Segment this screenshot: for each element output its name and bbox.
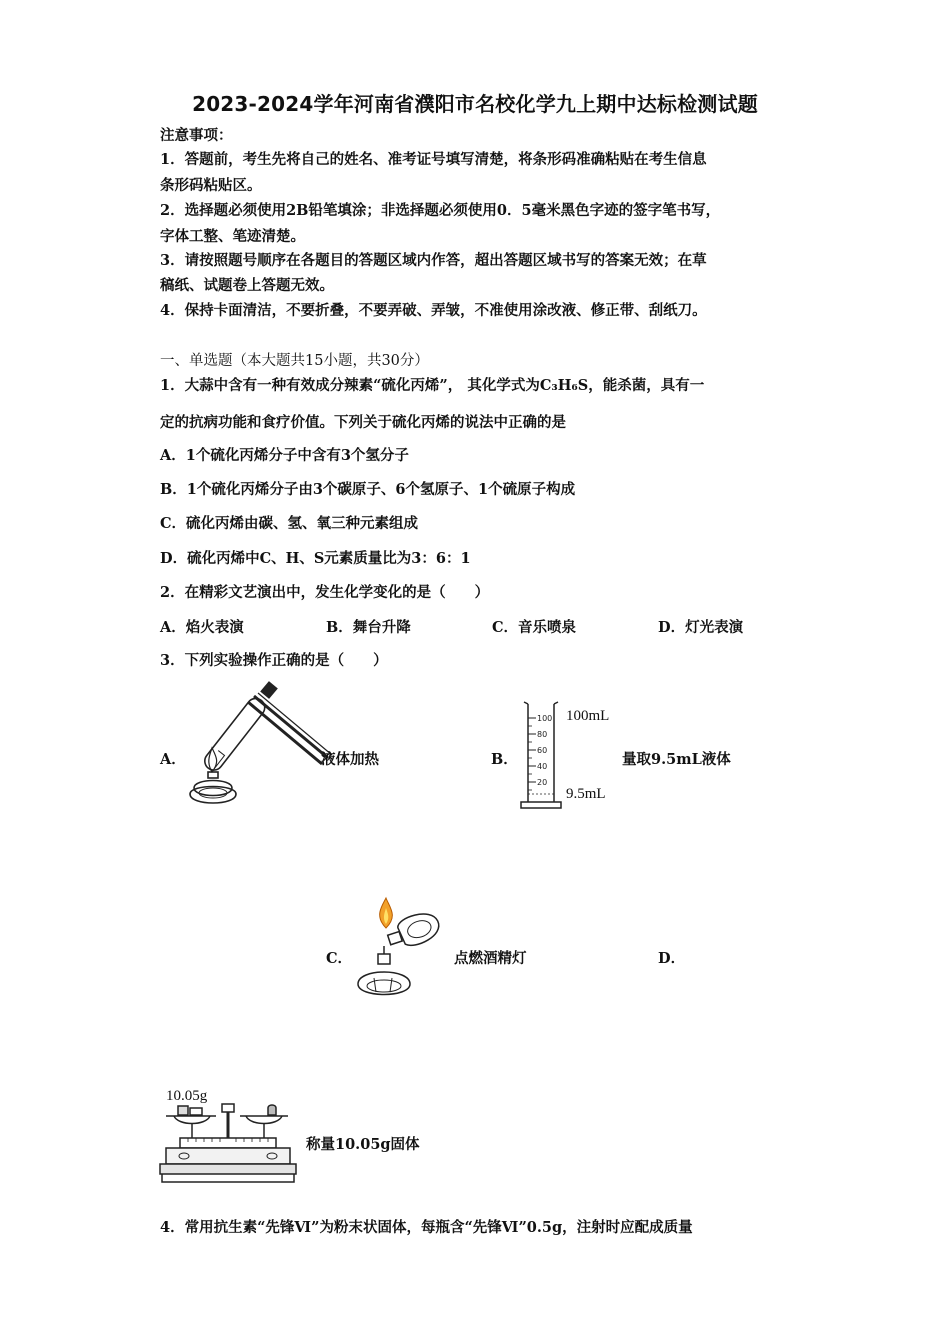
cylinder-volume-label: 9.5mL xyxy=(566,786,606,802)
cylinder-tick-label: 60 xyxy=(537,746,548,755)
cylinder-capacity-label: 100mL xyxy=(566,708,610,724)
graduated-cylinder-figure xyxy=(518,694,563,814)
question-3-option-a-letter: A． xyxy=(160,751,186,768)
question-3-option-d-caption: 称量10.05g固体 xyxy=(306,1136,420,1153)
notice-line: 4．保持卡面清洁，不要折叠，不要弄破、弄皱，不准使用涂改液、修正带、刮纸刀。 xyxy=(160,302,707,319)
question-4-stem: 4．常用抗生素“先锋Ⅵ”为粉末状固体，每瓶含“先锋Ⅵ”0.5g，注射时应配成质量 xyxy=(160,1219,693,1236)
notice-line: 1．答题前，考生先将自己的姓名、准考证号填写清楚，将条形码准确粘贴在考生信息 xyxy=(160,151,707,168)
question-3-option-a-caption: 液体加热 xyxy=(321,751,379,768)
question-3-stem: 3．下列实验操作正确的是（ ） xyxy=(160,652,388,669)
question-3-option-b-caption: 量取9.5mL液体 xyxy=(622,751,731,768)
cylinder-tick-label: 100 xyxy=(537,714,553,723)
notice-line: 3．请按照题号顺序在各题目的答题区域内作答，超出答题区域书写的答案无效；在草 xyxy=(160,252,707,269)
notice-heading: 注意事项： xyxy=(160,127,233,144)
question-2-option-d: D．灯光表演 xyxy=(658,619,744,636)
question-3-option-c-caption: 点燃酒精灯 xyxy=(454,950,527,967)
question-2-option-c: C．音乐喷泉 xyxy=(492,619,577,636)
notice-line: 条形码粘贴区。 xyxy=(160,177,262,194)
cylinder-tick-label: 20 xyxy=(537,778,548,787)
balance-mass-label: 10.05g xyxy=(166,1088,208,1104)
question-2-stem: 2．在精彩文艺演出中，发生化学变化的是（ ） xyxy=(160,584,490,601)
question-2-option-b: B．舞台升降 xyxy=(326,619,411,636)
question-1-stem: 定的抗病功能和食疗价值。下列关于硫化丙烯的说法中正确的是 xyxy=(160,414,566,431)
balance-scale-figure xyxy=(160,1104,300,1186)
question-3-option-b-letter: B． xyxy=(491,751,518,768)
question-1-option-a: A．1个硫化丙烯分子中含有3个氢分子 xyxy=(160,447,409,464)
section-heading: 一、单选题（本大题共15小题，共30分） xyxy=(160,353,429,369)
cylinder-tick-label: 80 xyxy=(537,730,548,739)
question-1-option-d: D．硫化丙烯中C、H、S元素质量比为3：6：1 xyxy=(160,550,471,567)
question-3-option-c-letter: C． xyxy=(326,950,353,967)
page-title: 2023-2024学年河南省濮阳市名校化学九上期中达标检测试题 xyxy=(192,92,758,116)
question-2-option-a: A．焰火表演 xyxy=(160,619,244,636)
lighting-alcohol-lamp-figure xyxy=(352,898,452,1002)
question-1-stem: 1．大蒜中含有一种有效成分辣素“硫化丙烯”， 其化学式为C₃H₆S，能杀菌，具有一 xyxy=(160,377,705,394)
notice-line: 字体工整、笔迹清楚。 xyxy=(160,228,305,245)
liquid-heating-figure xyxy=(186,680,336,810)
question-3-option-d-letter: D． xyxy=(658,950,686,967)
cylinder-tick-label: 40 xyxy=(537,762,548,771)
question-1-option-c: C．硫化丙烯由碳、氢、氧三种元素组成 xyxy=(160,515,419,532)
notice-line: 2．选择题必须使用2B铅笔填涂；非选择题必须使用0．5毫米黑色字迹的签字笔书写， xyxy=(160,202,721,219)
notice-line: 稿纸、试题卷上答题无效。 xyxy=(160,277,334,294)
question-1-option-b: B．1个硫化丙烯分子由3个碳原子、6个氢原子、1个硫原子构成 xyxy=(160,481,576,498)
